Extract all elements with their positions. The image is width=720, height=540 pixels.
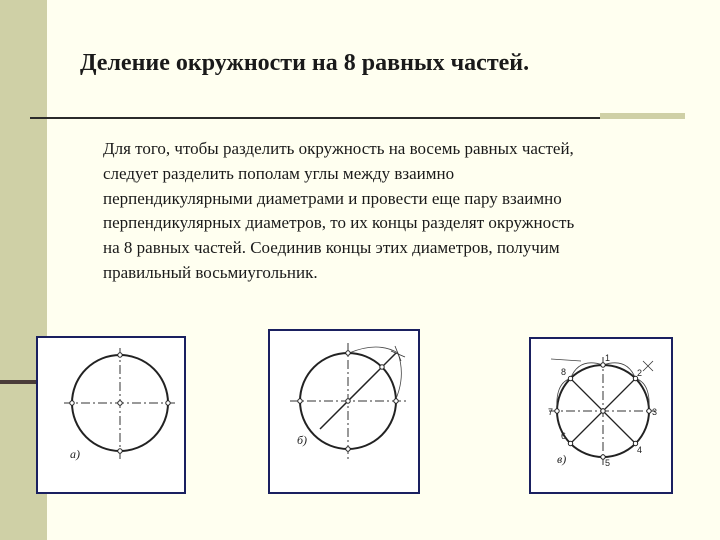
figure-a-drawing: [38, 338, 184, 492]
figure-a: [36, 336, 186, 494]
point-label-1: 1: [605, 353, 611, 363]
title-underline-accent: [600, 113, 685, 119]
figure-c-drawing: [531, 339, 671, 492]
point-label-7: 7: [548, 407, 554, 417]
point-label-4: 4: [637, 445, 643, 455]
figure-c: [529, 337, 673, 494]
figure-b-drawing: [270, 331, 418, 492]
point-label-2: 2: [637, 368, 643, 378]
point-label-3: 3: [652, 407, 658, 417]
slide-title: Деление окружности на 8 равных частей.: [80, 50, 530, 76]
figure-b-label: б): [297, 433, 308, 447]
sidebar-stripe: [0, 380, 40, 384]
slide-body-text: Для того, чтобы разделить окружность на восемь равных частей, следует разделить пополам углы между взаимно перпендикулярными диаметрами и провести еще пару взаимно перпендикулярных диаметров, то их концы разделят окружность на 8 равных частей. Соединив концы этих диаметров, получим правильный восьмиугольник.: [103, 139, 575, 282]
title-underline: [30, 117, 685, 119]
figure-b: [268, 329, 420, 494]
figure-c-label: в): [557, 452, 567, 466]
figure-a-label: а): [70, 447, 80, 461]
point-label-6: 6: [561, 431, 567, 441]
point-label-8: 8: [561, 367, 567, 377]
point-label-5: 5: [605, 458, 611, 468]
